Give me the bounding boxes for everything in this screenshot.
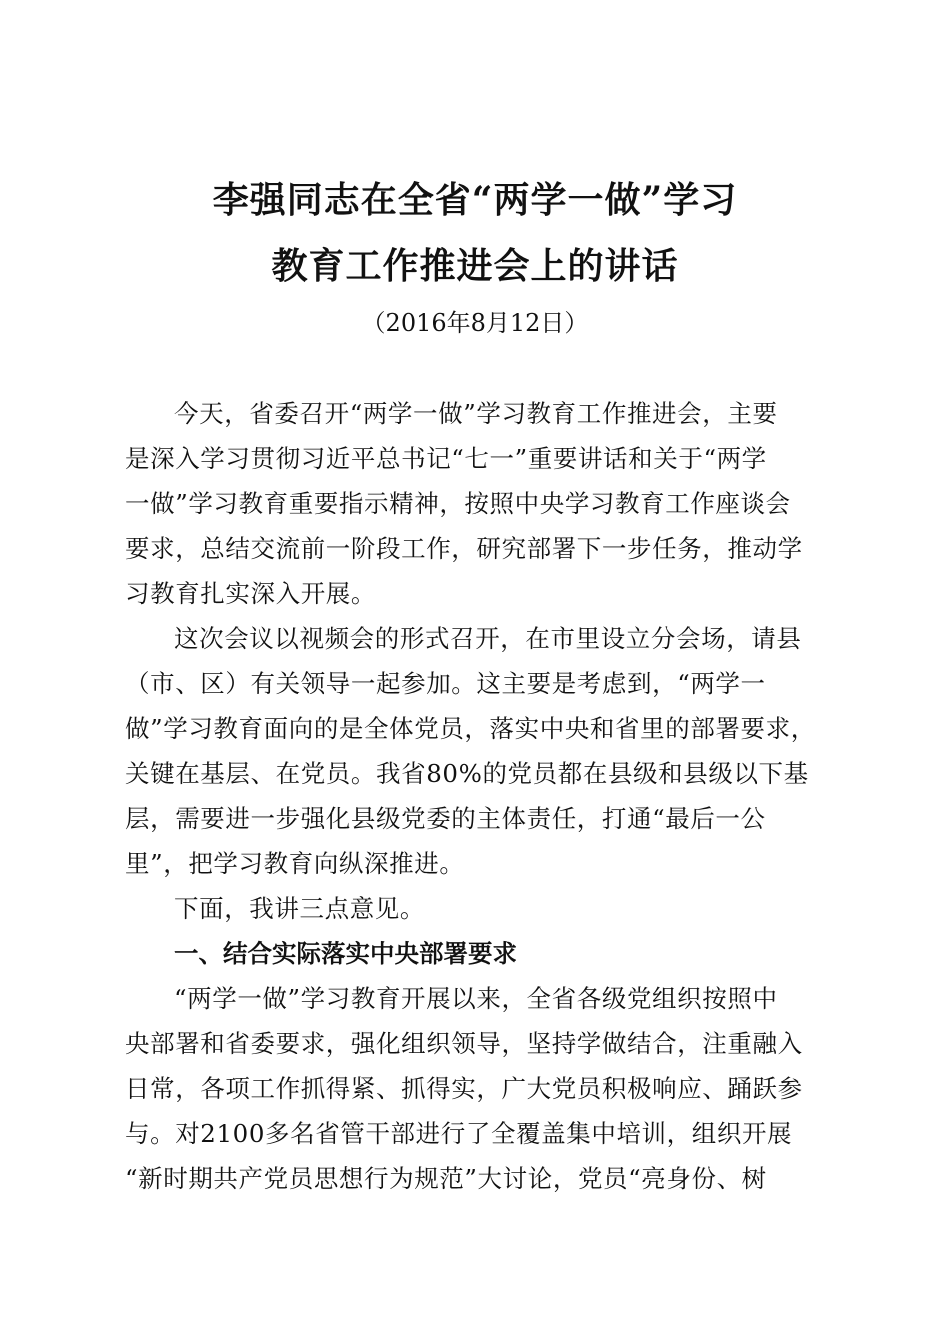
speech-date: （2016年8月12日） (361, 309, 589, 337)
body-line: 习教育扎实深入开展。 (125, 579, 376, 608)
body-line: 这次会议以视频会的形式召开，在市里设立分会场，请县 (174, 624, 802, 653)
body-line: 层，需要进一步强化县级党委的主体责任，打通“最后一公 (125, 804, 766, 833)
body-line: 今天，省委召开“两学一做”学习教育工作推进会，主要 (174, 399, 778, 428)
body-line: “新时期共产党员思想行为规范”大讨论，党员“亮身份、树 (125, 1164, 767, 1193)
body-line: 与。对2100多名省管干部进行了全覆盖集中培训，组织开展 (125, 1119, 793, 1148)
body-line: 是深入学习贯彻习近平总书记“七一”重要讲话和关于“两学 (125, 444, 767, 473)
body-line: 一做”学习教育重要指示精神，按照中央学习教育工作座谈会 (125, 489, 791, 518)
body-line: 做”学习教育面向的是全体党员，落实中央和省里的部署要求， (125, 714, 816, 743)
body-line: 日常，各项工作抓得紧、抓得实，广大党员积极响应、踊跃参 (125, 1074, 803, 1103)
document-title-line-1: 李强同志在全省“两学一做”学习 (212, 179, 738, 221)
body-line: 央部署和省委要求，强化组织领导，坚持学做结合，注重融入 (125, 1029, 803, 1058)
section-heading: 一、结合实际落实中央部署要求 (174, 939, 517, 968)
document-title-line-2: 教育工作推进会上的讲话 (271, 245, 679, 287)
body-line: （市、区）有关领导一起参加。这主要是考虑到，“两学一 (125, 669, 766, 698)
body-line: 关键在基层、在党员。我省80%的党员都在县级和县级以下基 (125, 759, 809, 788)
body-line: 里”，把学习教育向纵深推进。 (125, 849, 465, 878)
body-line: 要求，总结交流前一阶段工作，研究部署下一步任务，推动学 (125, 534, 803, 563)
body-line: “两学一做”学习教育开展以来，全省各级党组织按照中 (174, 984, 778, 1013)
body-line: 下面，我讲三点意见。 (174, 894, 425, 923)
